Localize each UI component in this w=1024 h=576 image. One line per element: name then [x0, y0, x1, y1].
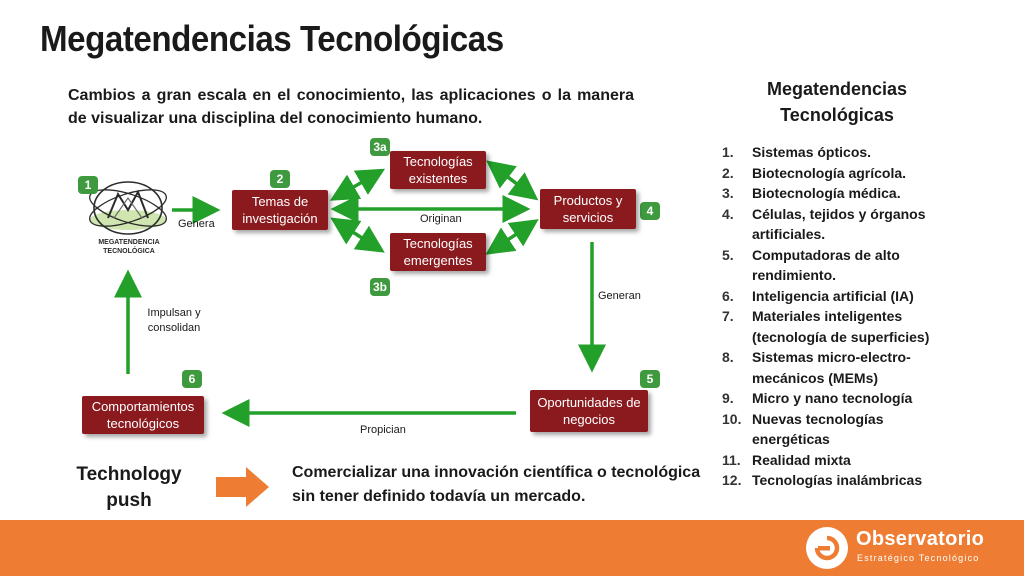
technology-push-label: Technology push — [76, 464, 182, 511]
label-generan: Generan — [598, 290, 641, 302]
logo-caption: MEGATENDENCIA TECNOLÓGICA — [98, 239, 160, 255]
badge-3b: 3b — [370, 278, 390, 296]
list-text: Biotecnología agrícola. — [752, 164, 907, 181]
list-text: Sistemas micro-electro-mecánicos (MEMs) — [752, 349, 911, 386]
observatorio-brand: Observatorio — [856, 528, 985, 550]
list-text: Inteligencia artificial (IA) — [752, 287, 914, 304]
intro-text: Cambios a gran escala en el conocimiento, las aplicaciones o la manera de visualizar una disciplina del conocimiento humano. — [68, 87, 634, 127]
list-number: 2. — [722, 164, 734, 181]
box-tecnologias-existentes: Tecnologías existentes — [390, 151, 486, 189]
list-number: 1. — [722, 144, 734, 160]
list-number: 10. — [722, 410, 742, 427]
arrow-temas-emergentes — [345, 227, 376, 247]
box-oportunidades-negocios: Oportunidades de negocios — [530, 390, 648, 432]
arrow-existentes-productos — [500, 171, 530, 194]
badge-5: 5 — [640, 370, 660, 388]
list-number: 7. — [722, 308, 734, 324]
box-temas-investigacion: Temas de investigación — [232, 190, 328, 230]
list-text: Biotecnología médica. — [752, 185, 901, 201]
list-text: Computadoras de alto rendimiento. — [752, 246, 900, 283]
arrow-temas-existentes — [345, 174, 376, 192]
label-originan: Originan — [420, 213, 462, 225]
page-title: Megatendencias Tecnológicas — [40, 18, 504, 59]
badge-1: 1 — [78, 176, 98, 194]
technology-push-text: Comercializar una innovación científica o tecnológica sin tener definido todavía un mercado. — [292, 464, 701, 505]
observatorio-subtitle: Estratégico Tecnológico — [857, 553, 980, 563]
list-text: Materiales inteligentes (tecnología de superficies) — [752, 308, 930, 345]
observatorio-logo-icon — [806, 527, 848, 569]
box-comportamientos-tecnologicos: Comportamientos tecnológicos — [82, 396, 204, 434]
list-number: 3. — [722, 185, 734, 201]
list-text: Tecnologías inalámbricas — [752, 472, 923, 488]
list-text: Micro y nano tecnología — [752, 390, 913, 406]
label-impulsan: Impulsan y consolidan — [147, 307, 201, 334]
list-number: 4. — [722, 205, 734, 222]
list-number: 12. — [722, 472, 742, 488]
box-tecnologias-emergentes: Tecnologías emergentes — [390, 233, 486, 271]
list-number: 8. — [722, 349, 734, 365]
box-productos-servicios: Productos y servicios — [540, 189, 636, 229]
list-text: Realidad mixta — [752, 451, 851, 468]
push-arrow-icon — [216, 466, 270, 508]
badge-3a: 3a — [370, 138, 390, 156]
badge-6: 6 — [182, 370, 202, 388]
badge-2: 2 — [270, 170, 290, 188]
list-text: Células, tejidos y órganos artificiales. — [752, 205, 926, 242]
sidebar-title: Megatendencias Tecnológicas — [766, 79, 908, 125]
list-number: 5. — [722, 246, 734, 263]
arrow-emergentes-productos — [500, 225, 530, 245]
list-text: Sistemas ópticos. — [752, 144, 872, 160]
label-propician: Propician — [360, 424, 406, 436]
list-text: Nuevas tecnologías energéticas — [752, 410, 884, 447]
list-number: 9. — [722, 390, 734, 406]
list-number: 6. — [722, 287, 734, 304]
list-number: 11. — [722, 451, 741, 468]
badge-4: 4 — [640, 202, 660, 220]
label-genera: Genera — [178, 218, 215, 230]
